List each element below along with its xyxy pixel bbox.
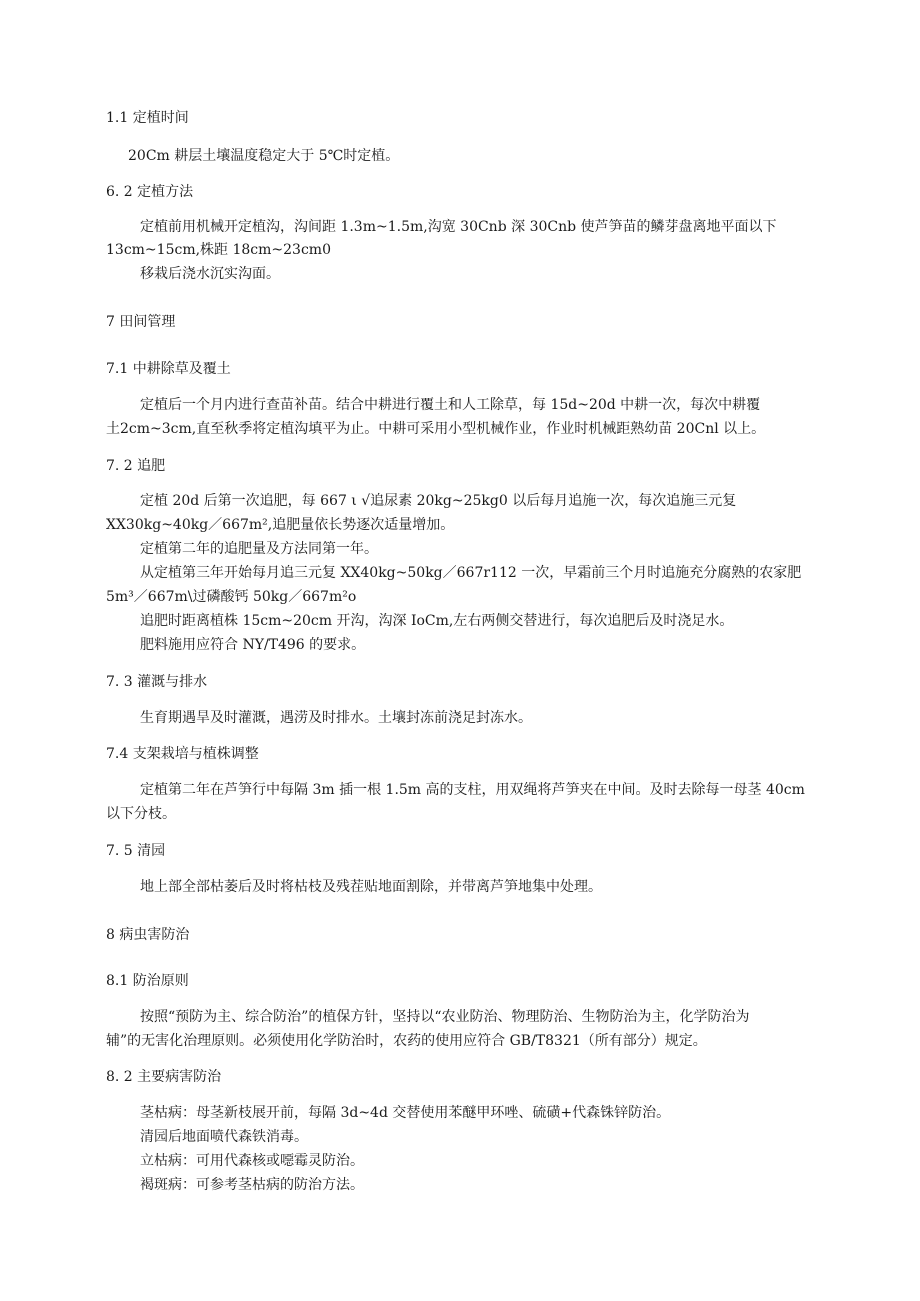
- paragraph-line: 肥料施用应符合 NY/T496 的要求。: [140, 637, 366, 653]
- heading-7-2: 7. 2 追肥: [106, 458, 166, 474]
- paragraph-line: 清园后地面喷代森铁消毒。: [140, 1129, 308, 1145]
- paragraph-line: 定植后一个月内进行查苗补苗。结合中耕进行覆土和人工除草，每 15d~20d 中耕一次，每次中耕覆: [140, 397, 761, 413]
- heading-6-2: 6. 2 定植方法: [106, 184, 194, 200]
- paragraph-line: 定植 20d 后第一次追肥，每 667 ι √追尿素 20kg~25kg0 以后每月追施一次，每次追施三元复: [140, 493, 737, 509]
- paragraph-line: XX30kg~40kg／667m²,追肥量依长势逐次适量增加。: [106, 517, 455, 533]
- heading-7-5: 7. 5 清园: [106, 843, 166, 859]
- paragraph-line: 以下分枝。: [106, 806, 176, 822]
- paragraph-line: 地上部全部枯萎后及时将枯枝及残茬贴地面割除，并带离芦笋地集中处理。: [140, 879, 602, 895]
- paragraph-line: 定植第二年的追肥量及方法同第一年。: [140, 541, 378, 557]
- paragraph-line: 定植第二年在芦笋行中每隔 3m 插一根 1.5m 高的支柱，用双绳将芦笋夹在中间。及时去除每一母茎 40cm: [140, 782, 805, 798]
- heading-8-2: 8. 2 主要病害防治: [106, 1069, 222, 1085]
- heading-7-4: 7.4 支架栽培与植株调整: [106, 746, 259, 762]
- paragraph-line: 按照“预防为主、综合防治”的植保方针，坚持以“农业防治、物理防治、生物防治为主，化学防治为: [140, 1009, 750, 1025]
- paragraph-line: 13cm~15cm,株距 18cm~23cm0: [106, 242, 331, 258]
- heading-8: 8 病虫害防治: [106, 927, 190, 943]
- heading-8-1: 8.1 防治原则: [106, 973, 189, 989]
- paragraph-line: 移栽后浇水沉实沟面。: [140, 266, 280, 282]
- paragraph-line: 立枯病：可用代森核或噁霉灵防治。: [140, 1153, 364, 1169]
- paragraph-line: 土2cm~3cm,直至秋季将定植沟填平为止。中耕可采用小型机械作业，作业时机械距熟幼苗 20Cnl 以上。: [106, 421, 766, 437]
- paragraph-line: 定植前用机械开定植沟，沟间距 1.3m~1.5m,沟宽 30Cnb 深 30Cnb 使芦笋苗的鳞芽盘离地平面以下: [140, 219, 777, 235]
- paragraph-line: 褐斑病：可参考茎枯病的防治方法。: [140, 1177, 364, 1193]
- heading-7-3: 7. 3 灌溉与排水: [106, 674, 208, 690]
- paragraph-line: 辅”的无害化治理原则。必须使用化学防治时，农药的使用应符合 GB/T8321（所有部分）规定。: [106, 1033, 707, 1049]
- paragraph-line: 生育期遇旱及时灌溉，遇涝及时排水。土壤封冻前浇足封冻水。: [140, 710, 532, 726]
- heading-6-1: 1.1 定植时间: [106, 110, 189, 126]
- paragraph-line: 茎枯病：母茎新枝展开前，每隔 3d~4d 交替使用苯醚甲环唑、硫磺+代森铢锌防治。: [140, 1105, 671, 1121]
- paragraph-line: 20Cm 耕层土壤温度稳定大于 5℃时定植。: [128, 148, 400, 164]
- heading-7: 7 田间管理: [106, 314, 176, 330]
- paragraph-line: 追肥时距离植株 15cm~20cm 开沟，沟深 IoCm,左右两侧交替进行，每次追肥后及时浇足水。: [140, 613, 734, 629]
- heading-7-1: 7.1 中耕除草及覆土: [106, 361, 231, 377]
- paragraph-line: 5m³／667m\过磷酸钙 50kg／667m²o: [106, 589, 357, 605]
- paragraph-line: 从定植第三年开始每月追三元复 XX40kg~50kg／667r112 一次，早霜前三个月时追施充分腐熟的农家肥: [140, 565, 802, 581]
